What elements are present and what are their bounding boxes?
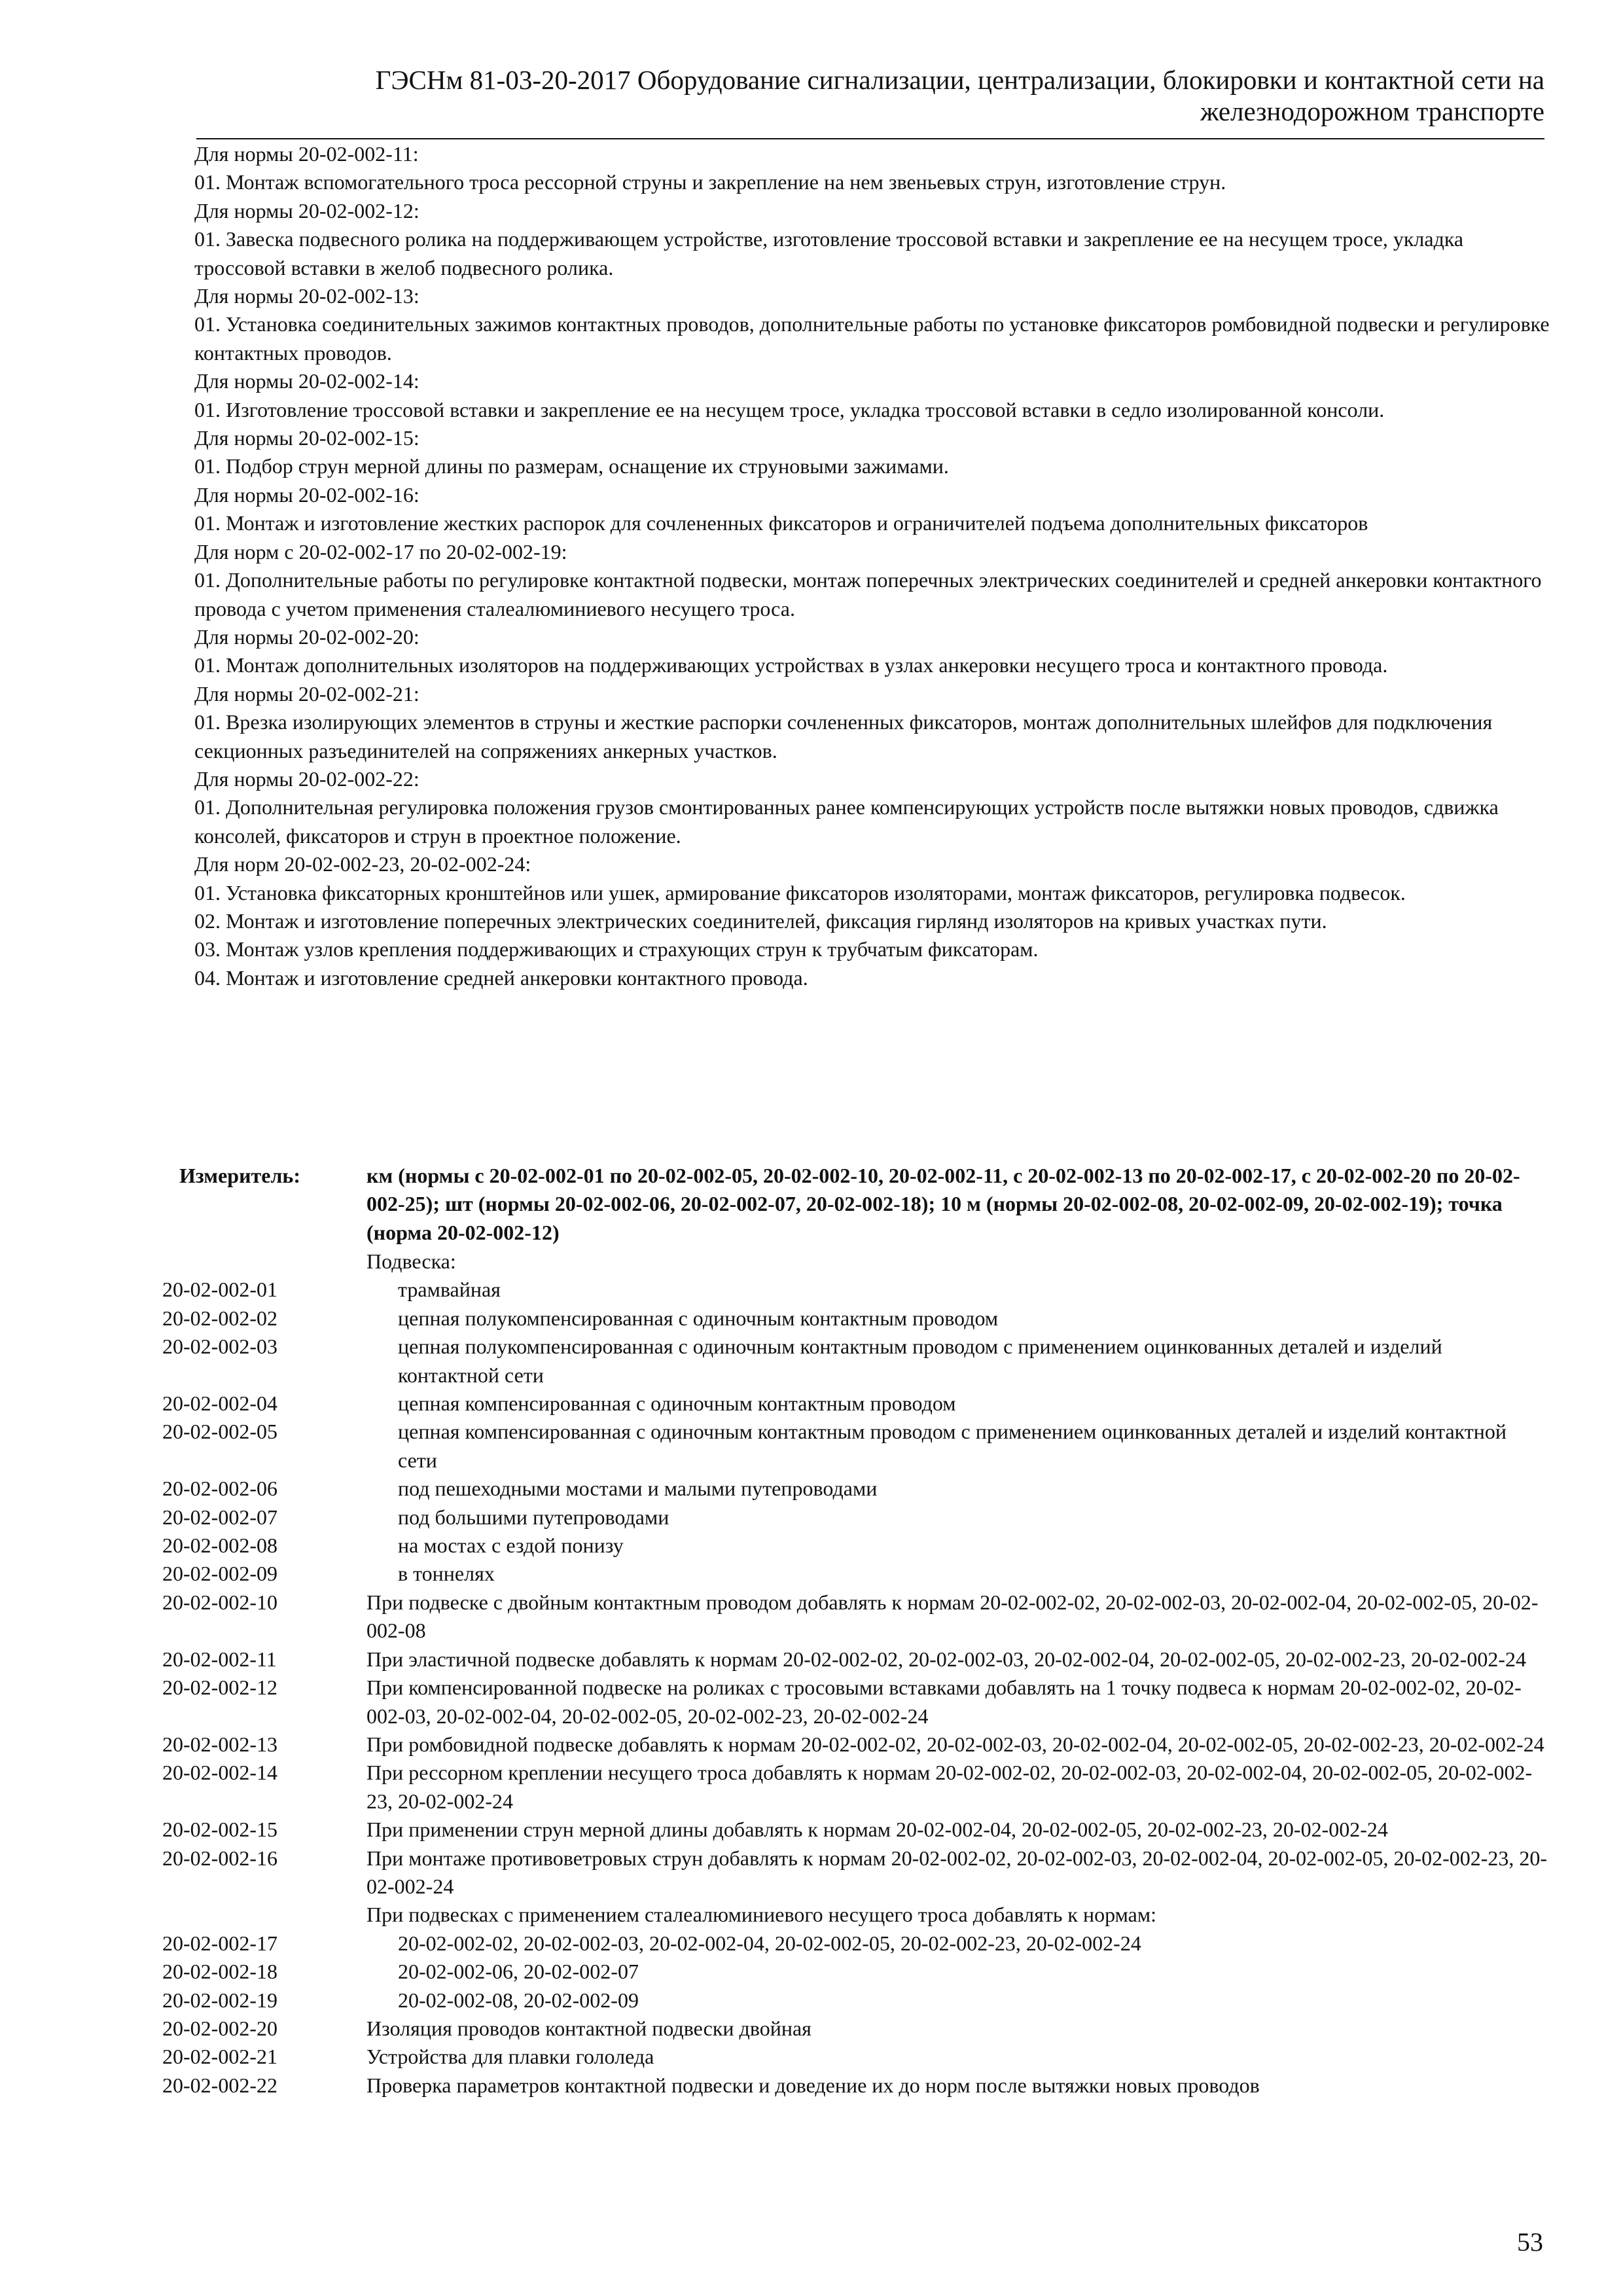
note-line: Для нормы 20-02-002-12: <box>194 198 419 223</box>
norms-table <box>0 1247 1623 2100</box>
norm-code: 20-02-002-16 <box>162 1846 277 1870</box>
norm-code: 20-02-002-08 <box>162 1534 277 1558</box>
note-line: 01. Монтаж вспомогательного троса рессорной струны и закрепление на нем звеньевых струн, изготовление струн. <box>194 170 1226 194</box>
norm-code: 20-02-002-15 <box>162 1818 277 1842</box>
table-row <box>0 2043 1623 2071</box>
note-line: Для нормы 20-02-002-11: <box>194 142 419 166</box>
table-row <box>0 1929 1623 1958</box>
norm-code: 20-02-002-06 <box>162 1477 277 1501</box>
note-line: 01. Подбор струн мерной длины по размерам, оснащение их струновыми зажимами. <box>194 454 949 478</box>
work-composition-notes <box>194 140 1556 992</box>
table-row <box>0 1816 1623 1844</box>
header-title-line-2: железнодорожном транспорте <box>1200 96 1544 126</box>
table-row <box>0 1958 1623 1986</box>
note-line: 03. Монтаж узлов крепления поддерживающих и страхующих струн к трубчатым фиксаторам. <box>194 937 1039 961</box>
note-line: Для норм с 20-02-002-17 по 20-02-002-19: <box>194 539 567 564</box>
note-line: 01. Установка соединительных зажимов контактных проводов, дополнительные работы по установке фиксаторов ромбовидной подвески и регулировке контактных проводов. <box>194 312 1550 365</box>
table-row <box>0 1475 1623 1503</box>
norm-description: под пешеходными мостами и малыми путепроводами <box>398 1477 878 1501</box>
norm-description: цепная компенсированная с одиночным контактным проводом <box>398 1391 956 1416</box>
note-line: Для нормы 20-02-002-15: <box>194 426 419 450</box>
norm-code: 20-02-002-11 <box>162 1647 277 1671</box>
norm-code: 20-02-002-01 <box>162 1278 277 1302</box>
note-line: 02. Монтаж и изготовление поперечных электрических соединителей, фиксация гирлянд изоляторов на кривых участках пути. <box>194 908 1327 933</box>
norm-code: 20-02-002-19 <box>162 1988 277 2012</box>
norm-description: Изоляция проводов контактной подвески двойная <box>366 2016 812 2040</box>
note-line: 01. Изготовление троссовой вставки и закрепление ее на несущем тросе, укладка троссовой вставки в седло изолированной консоли. <box>194 397 1385 422</box>
page-number: 53 <box>1517 2227 1543 2257</box>
note-line: Для нормы 20-02-002-22: <box>194 766 419 791</box>
table-row <box>0 2072 1623 2100</box>
note-line: 01. Врезка изолирующих элементов в струны и жесткие распорки сочлененных фиксаторов, монтаж дополнительных шлейфов для подключения секционных разъединителей на сопряжениях анкерных участков. <box>194 710 1493 762</box>
note-line: 01. Монтаж и изготовление жестких распорок для сочлененных фиксаторов и ограничителей подъема дополнительных фиксаторов <box>194 511 1368 535</box>
norm-description: При компенсированной подвеске на роликах с тросовыми вставками добавлять на 1 точку подвеса к нормам 20-02-002-02, 20-02-002-03, 20-02-002-04, 20-02-002-05, 20-02-002-23, 20-02-002-24 <box>366 1676 1522 1728</box>
norm-description: на мостах с ездой понизу <box>398 1534 624 1558</box>
norm-description: 20-02-002-02, 20-02-002-03, 20-02-002-04, 20-02-002-05, 20-02-002-23, 20-02-002-24 <box>398 1931 1141 1955</box>
note-line: 01. Дополнительная регулировка положения грузов смонтированных ранее компенсирующих устройств после вытяжки новых проводов, сдвижка консолей, фиксаторов и струн в проектное положение. <box>194 795 1499 848</box>
note-line: 01. Установка фиксаторных кронштейнов или ушек, армирование фиксаторов изоляторами, монтаж фиксаторов, регулировка подвесок. <box>194 880 1406 905</box>
table-row <box>0 1503 1623 1532</box>
norm-code: 20-02-002-17 <box>162 1931 277 1955</box>
norm-code: 20-02-002-03 <box>162 1335 277 1359</box>
norm-code: 20-02-002-07 <box>162 1505 277 1529</box>
note-line: Для норм 20-02-002-23, 20-02-002-24: <box>194 852 531 876</box>
header-title-line-1: ГЭСНм 81-03-20-2017 Оборудование сигнализации, централизации, блокировки и контактной сети на <box>375 65 1544 95</box>
norm-description: трамвайная <box>398 1278 501 1302</box>
table-row <box>0 1276 1623 1304</box>
note-line: Для нормы 20-02-002-14: <box>194 369 419 393</box>
norm-description: 20-02-002-08, 20-02-002-09 <box>398 1988 639 2012</box>
table-row <box>0 1588 1623 1645</box>
norm-code: 20-02-002-04 <box>162 1391 277 1416</box>
norm-code: 20-02-002-12 <box>162 1676 277 1700</box>
norm-description: цепная компенсированная с одиночным контактным проводом с применением оцинкованных деталей и изделий контактной сети <box>398 1420 1507 1472</box>
norm-description: 20-02-002-06, 20-02-002-07 <box>398 1960 639 1984</box>
header-divider <box>196 138 1544 139</box>
norm-description: При подвесках с применением сталеалюминиевого несущего троса добавлять к нормам: <box>366 1903 1156 1927</box>
norm-code: 20-02-002-02 <box>162 1306 277 1330</box>
norm-code: 20-02-002-10 <box>162 1590 277 1614</box>
table-row <box>0 1759 1623 1816</box>
norm-code: 20-02-002-22 <box>162 2073 277 2097</box>
note-line: Для нормы 20-02-002-16: <box>194 482 419 507</box>
table-row <box>0 1390 1623 1418</box>
norm-description: под большими путепроводами <box>398 1505 669 1529</box>
norm-description: При монтаже противоветровых струн добавлять к нормам 20-02-002-02, 20-02-002-03, 20-02-002-04, 20-02-002-05, 20-02-002-23, 20-02-002-24 <box>366 1846 1548 1898</box>
norm-code: 20-02-002-18 <box>162 1960 277 1984</box>
norm-code: 20-02-002-13 <box>162 1732 277 1756</box>
table-row <box>0 1645 1623 1674</box>
table-row <box>0 2015 1623 2043</box>
norm-description: При ромбовидной подвеске добавлять к нормам 20-02-002-02, 20-02-002-03, 20-02-002-04, 20-02-002-05, 20-02-002-23, 20-02-002-24 <box>366 1732 1544 1756</box>
table-row <box>0 1674 1623 1731</box>
norm-code: 20-02-002-05 <box>162 1420 277 1444</box>
norm-description: При подвеске с двойным контактным проводом добавлять к нормам 20-02-002-02, 20-02-002-03, 20-02-002-04, 20-02-002-05, 20-02-002-08 <box>366 1590 1539 1643</box>
table-row <box>0 1418 1623 1475</box>
table-row <box>0 1247 1623 1276</box>
norm-description: При эластичной подвеске добавлять к нормам 20-02-002-02, 20-02-002-03, 20-02-002-04, 20-02-002-05, 20-02-002-23, 20-02-002-24 <box>366 1647 1526 1671</box>
norm-code: 20-02-002-14 <box>162 1761 277 1785</box>
norm-description: цепная полукомпенсированная с одиночным контактным проводом <box>398 1306 999 1330</box>
norm-description: Проверка параметров контактной подвески и доведение их до норм после вытяжки новых проводов <box>366 2073 1260 2097</box>
table-row <box>0 1333 1623 1390</box>
measure-label: Измеритель: <box>179 1164 300 1187</box>
norm-description: Подвеска: <box>366 1249 456 1273</box>
note-line: 04. Монтаж и изготовление средней анкеровки контактного провода. <box>194 965 808 990</box>
norm-description: При рессорном креплении несущего троса добавлять к нормам 20-02-002-02, 20-02-002-03, 20-02-002-04, 20-02-002-05, 20-02-002-23, 20-02-002-24 <box>366 1761 1533 1813</box>
norm-description: Устройства для плавки гололеда <box>366 2045 654 2069</box>
table-row <box>0 1901 1623 1929</box>
table-row <box>0 1304 1623 1333</box>
norm-code: 20-02-002-20 <box>162 2016 277 2040</box>
table-row <box>0 1844 1623 1901</box>
note-line: Для нормы 20-02-002-13: <box>194 284 419 308</box>
norm-description: в тоннелях <box>398 1562 495 1586</box>
note-line: 01. Монтаж дополнительных изоляторов на поддерживающих устройствах в узлах анкеровки несущего троса и контактного провода. <box>194 653 1388 677</box>
table-row <box>0 1731 1623 1759</box>
norm-description: цепная полукомпенсированная с одиночным контактным проводом с применением оцинкованных деталей и изделий контактной сети <box>398 1335 1442 1387</box>
note-line: 01. Дополнительные работы по регулировке контактной подвески, монтаж поперечных электрических соединителей и средней анкеровки контактного провода с учетом применения сталеалюминиевого несущего троса. <box>194 568 1542 620</box>
table-row <box>0 1532 1623 1560</box>
norm-code: 20-02-002-09 <box>162 1562 277 1586</box>
norm-code: 20-02-002-21 <box>162 2045 277 2069</box>
page-header <box>196 64 1544 127</box>
note-line: Для нормы 20-02-002-20: <box>194 624 419 649</box>
measure-units: км (нормы с 20-02-002-01 по 20-02-002-05, 20-02-002-10, 20-02-002-11, с 20-02-002-13 по 20-02-002-17, с 20-02-002-20 по 20-02-002-25); шт (нормы 20-02-002-06, 20-02-002-07, 20-02-002-18); 10 м (нормы 20-02-002-08, 20-02-002-09, 20-02-002-19); точка (норма 20-02-002-12) <box>366 1164 1520 1244</box>
note-line: Для нормы 20-02-002-21: <box>194 681 419 706</box>
norm-description: При применении струн мерной длины добавлять к нормам 20-02-002-04, 20-02-002-05, 20-02-002-23, 20-02-002-24 <box>366 1818 1388 1842</box>
table-row <box>0 1560 1623 1588</box>
table-row <box>0 1986 1623 2015</box>
note-line: 01. Завеска подвесного ролика на поддерживающем устройстве, изготовление троссовой вставки и закрепление ее на несущем тросе, укладка троссовой вставки в желоб подвесного ролика. <box>194 227 1464 279</box>
